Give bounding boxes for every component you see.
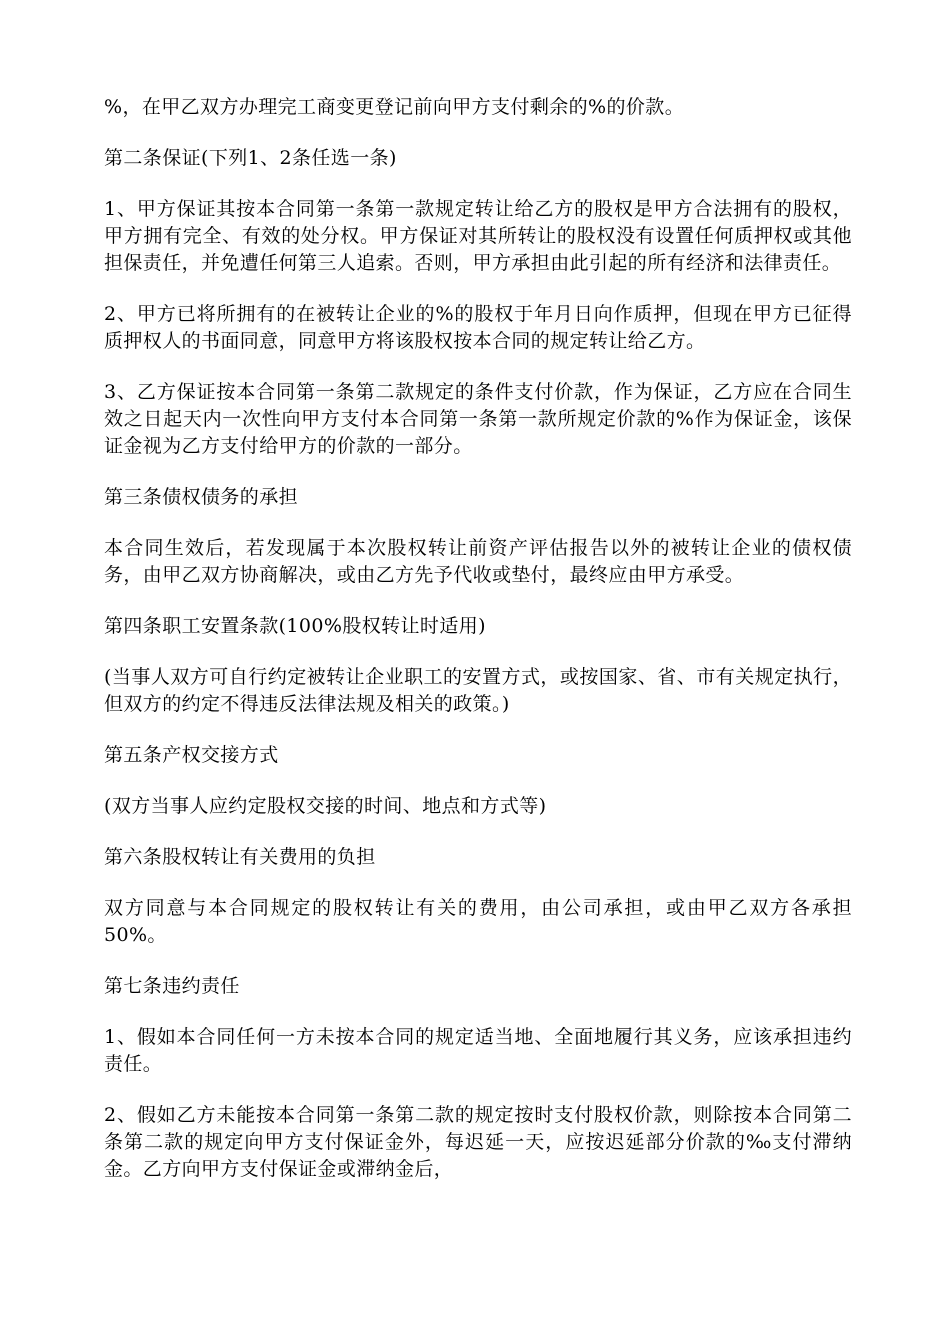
section-heading-handover: 第五条产权交接方式 xyxy=(104,744,279,766)
paragraph-guarantee-2: 2、甲方已将所拥有的在被转让企业的%的股权于年月日向作质押，但现在甲方已征得质押权人的书面同意，同意甲方将该股权按本合同的规定转让给乙方。 xyxy=(104,303,852,352)
section-heading-staff: 第四条职工安置条款(100%股权转让时适用) xyxy=(104,615,486,637)
paragraph-fees: 双方同意与本合同规定的股权转让有关的费用，由公司承担，或由甲乙双方各承担50%。 xyxy=(104,897,852,946)
paragraph-liability-1: 1、假如本合同任何一方未按本合同的规定适当地、全面地履行其义务，应该承担违约责任。 xyxy=(104,1026,852,1075)
paragraph-guarantee-1: 1、甲方保证其按本合同第一条第一款规定转让给乙方的股权是甲方合法拥有的股权，甲方拥有完全、有效的处分权。甲方保证对其所转让的股权没有设置任何质押权或其他担保责任，并免遭任何第三人追索。否则，甲方承担由此引起的所有经济和法律责任。 xyxy=(104,198,852,274)
paragraph-liability-2: 2、假如乙方未能按本合同第一条第二款的规定按时支付股权价款，则除按本合同第二条第二款的规定向甲方支付保证金外，每迟延一天，应按迟延部分价款的‰支付滞纳金。乙方向甲方支付保证金或滞纳金后， xyxy=(104,1104,852,1180)
paragraph-guarantee-3: 3、乙方保证按本合同第一条第二款规定的条件支付价款，作为保证，乙方应在合同生效之日起天内一次性向甲方支付本合同第一条第一款所规定价款的%作为保证金，该保证金视为乙方支付给甲方的价款的一部分。 xyxy=(104,381,852,457)
paragraph-debts: 本合同生效后，若发现属于本次股权转让前资产评估报告以外的被转让企业的债权债务，由甲乙双方协商解决，或由乙方先予代收或垫付，最终应由甲方承受。 xyxy=(104,537,852,586)
document-page xyxy=(104,94,852,1207)
section-heading-debts: 第三条债权债务的承担 xyxy=(104,486,299,508)
paragraph-staff: (当事人双方可自行约定被转让企业职工的安置方式，或按国家、省、市有关规定执行，但双方的约定不得违反法律法规及相关的政策。) xyxy=(104,666,852,715)
paragraph-handover: (双方当事人应约定股权交接的时间、地点和方式等) xyxy=(104,795,547,817)
section-heading-fees: 第六条股权转让有关费用的负担 xyxy=(104,846,376,868)
paragraph-payment-remainder: %，在甲乙双方办理完工商变更登记前向甲方支付剩余的%的价款。 xyxy=(104,96,685,118)
section-heading-guarantee: 第二条保证(下列1、2条任选一条) xyxy=(104,147,397,169)
section-heading-liability: 第七条违约责任 xyxy=(104,975,240,997)
